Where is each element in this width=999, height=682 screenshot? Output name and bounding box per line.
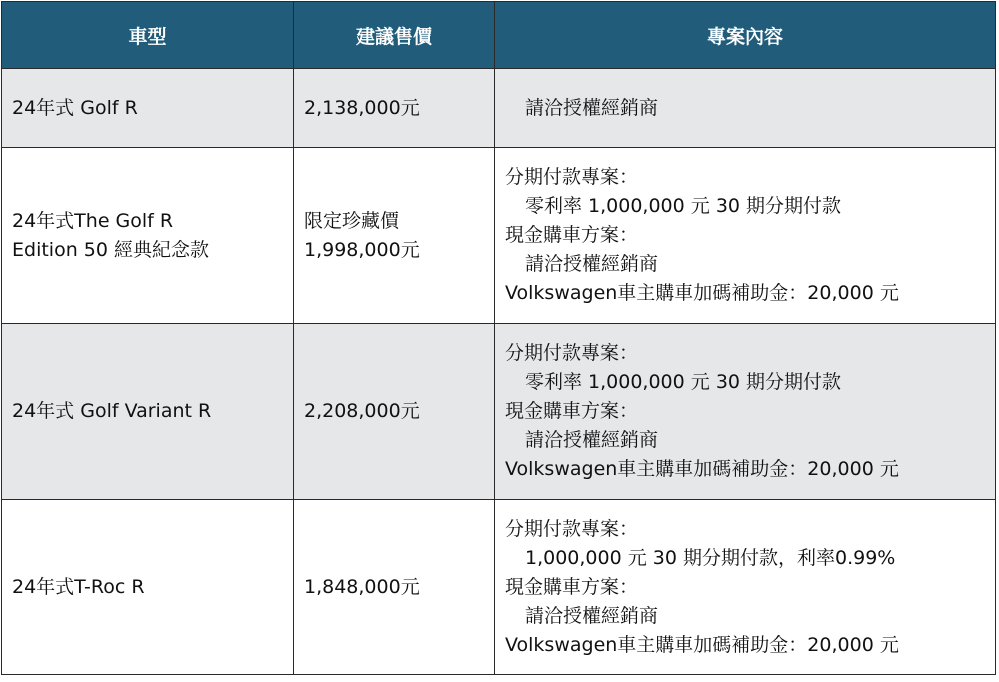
plan-line: 零利率 1,000,000 元 30 期分期付款 (525, 195, 842, 217)
plan-line: Volkswagen車主購車加碼補助金：20,000 元 (505, 458, 899, 480)
plan-cell (495, 69, 996, 148)
header-price: 建議售價 (294, 2, 495, 69)
plan-line: Volkswagen車主購車加碼補助金：20,000 元 (505, 282, 899, 304)
price-cell (294, 69, 495, 148)
price-cell (294, 148, 495, 324)
table-body (2, 69, 996, 675)
price-line: 限定珍藏價 (304, 209, 400, 232)
plan-line: 分期付款專案： (505, 342, 639, 364)
plan-cell (495, 500, 996, 675)
model-cell (2, 324, 294, 500)
table-row (2, 69, 996, 148)
header-plan: 專案內容 (495, 2, 996, 69)
price-cell (294, 324, 495, 500)
plan-line: 現金購車方案： (505, 575, 639, 598)
plan-line: 零利率 1,000,000 元 30 期分期付款 (525, 371, 842, 393)
table-header (2, 2, 996, 69)
plan-line: 請洽授權經銷商 (525, 253, 659, 275)
plan-line: 分期付款專案： (505, 166, 639, 188)
plan-line: Volkswagen車主購車加碼補助金：20,000 元 (505, 633, 899, 656)
table-row (2, 500, 996, 675)
price-line: 1,848,000元 (304, 575, 420, 598)
model-name-line: 24年式The Golf R (12, 209, 174, 232)
plan-line: 分期付款專案： (505, 517, 639, 540)
price-line: 1,998,000元 (304, 238, 420, 261)
table-row (2, 148, 996, 324)
model-name-line: 24年式T-Roc R (12, 575, 145, 598)
table-row (2, 324, 996, 500)
model-name-line: 24年式 Golf R (12, 96, 138, 119)
plan-line: 1,000,000 元 30 期分期付款，利率0.99% (525, 546, 896, 569)
plan-cell (495, 148, 996, 324)
header-row (2, 2, 996, 69)
plan-line: 請洽授權經銷商 (525, 604, 659, 627)
plan-line: 現金購車方案： (505, 224, 639, 246)
model-cell (2, 69, 294, 148)
model-cell (2, 148, 294, 324)
price-line: 2,208,000元 (304, 400, 420, 422)
model-name-line: Edition 50 經典紀念款 (12, 238, 209, 261)
plan-line: 請洽授權經銷商 (525, 96, 659, 119)
header-model: 車型 (2, 2, 294, 69)
model-cell (2, 500, 294, 675)
model-name-line: 24年式 Golf Variant R (12, 400, 212, 422)
plan-line: 現金購車方案： (505, 400, 639, 422)
plan-cell (495, 324, 996, 500)
promotion-price-table (1, 1, 996, 675)
price-cell (294, 500, 495, 675)
plan-line: 請洽授權經銷商 (525, 429, 659, 451)
price-line: 2,138,000元 (304, 96, 420, 119)
